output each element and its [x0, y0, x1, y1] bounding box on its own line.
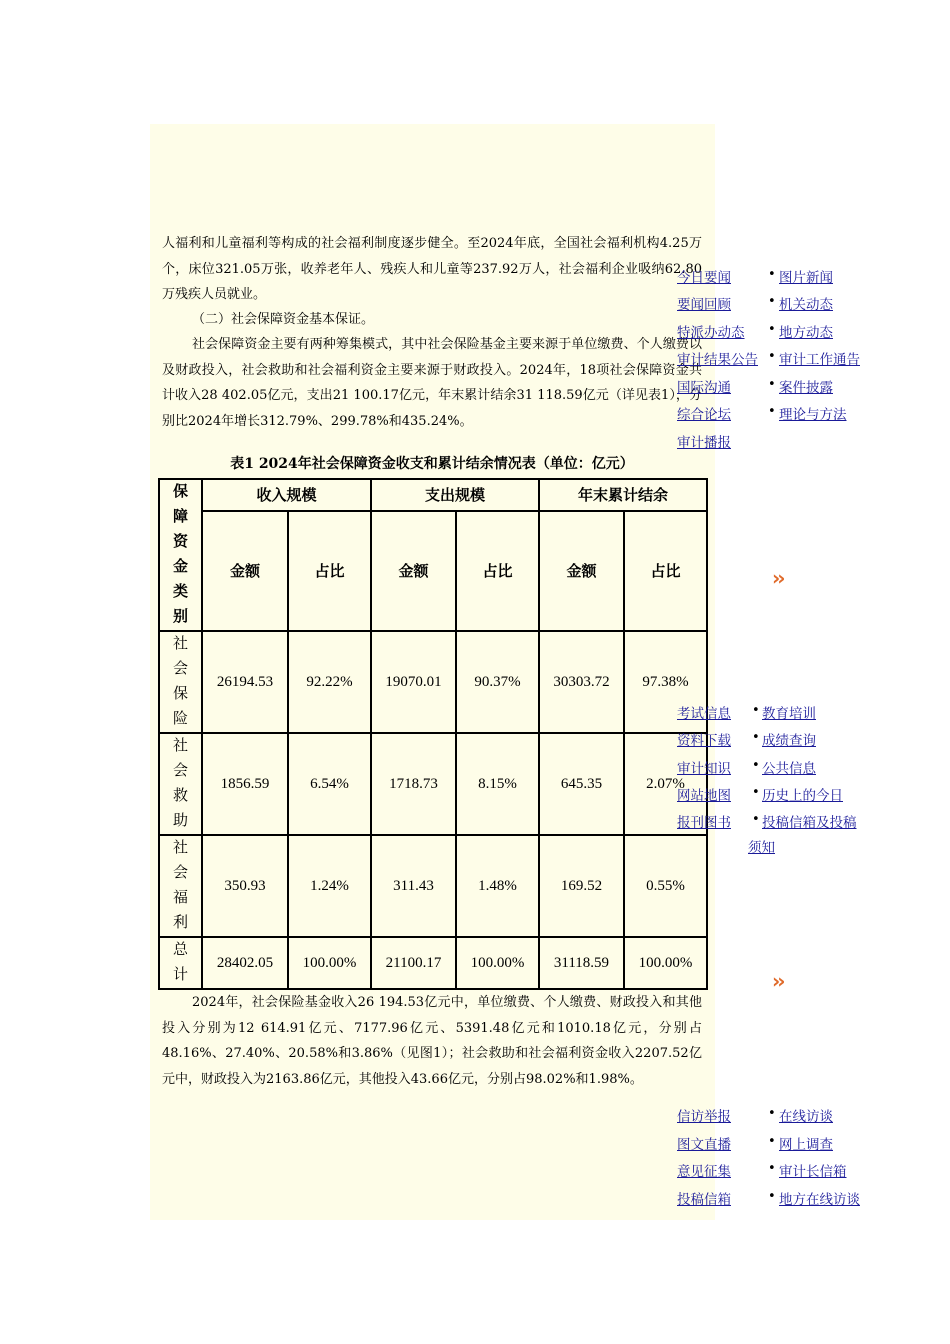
sidebar-link-audit-results[interactable]: 审计结果公告	[677, 352, 758, 368]
fund-table	[158, 478, 708, 990]
table-cell: 28402.05	[202, 937, 288, 989]
sidebar-link-news-review[interactable]: 要闻回顾	[677, 297, 731, 313]
sidebar-link-online-interview[interactable]: 在线访谈	[779, 1109, 833, 1125]
sidebar-link-downloads[interactable]: 资料下载	[677, 733, 731, 749]
bullet-icon: •	[768, 294, 776, 309]
sidebar-link-petition[interactable]: 信访举报	[677, 1109, 731, 1125]
sidebar-link-online-survey[interactable]: 网上调查	[779, 1137, 833, 1153]
table-row	[159, 835, 707, 937]
bullet-icon: •	[752, 703, 760, 718]
table-cell: 2.07%	[624, 733, 707, 835]
table-cell: 169.52	[539, 835, 624, 937]
sidebar-link-training[interactable]: 教育培训	[762, 706, 816, 722]
subheader: 占比	[456, 511, 539, 631]
bullet-icon: •	[768, 1161, 776, 1176]
subheader: 金额	[539, 511, 624, 631]
table-cell: 19070.01	[371, 631, 456, 733]
row-label: 社 会 保 险	[159, 631, 202, 733]
table-row-total	[159, 937, 707, 989]
table-cell: 1.24%	[288, 835, 371, 937]
more-arrow-icon[interactable]: ››	[772, 969, 783, 993]
sidebar-link-today-news[interactable]: 今日要闻	[677, 270, 731, 286]
bullet-icon: •	[768, 322, 776, 337]
subheader: 占比	[624, 511, 707, 631]
table-row	[159, 733, 707, 835]
table-cell: 100.00%	[456, 937, 539, 989]
sidebar-link-audit-knowledge[interactable]: 审计知识	[677, 761, 731, 777]
sidebar-link-local-interview[interactable]: 地方在线访谈	[779, 1192, 860, 1208]
row-label: 总 计	[159, 937, 202, 989]
table-cell: 90.37%	[456, 631, 539, 733]
table-cell: 97.38%	[624, 631, 707, 733]
table-cell: 1856.59	[202, 733, 288, 835]
sidebar-link-case-disclosure[interactable]: 案件披露	[779, 380, 833, 396]
row-label: 社 会 救 助	[159, 733, 202, 835]
table-cell: 645.35	[539, 733, 624, 835]
sidebar-link-public-info[interactable]: 公共信息	[762, 761, 816, 777]
sidebar-link-score-query[interactable]: 成绩查询	[762, 733, 816, 749]
bullet-icon: •	[768, 349, 776, 364]
table-cell: 21100.17	[371, 937, 456, 989]
sidebar-link-broadcast[interactable]: 审计播报	[677, 435, 731, 451]
table-cell: 31118.59	[539, 937, 624, 989]
table-cell: 100.00%	[624, 937, 707, 989]
sidebar-link-live-broadcast[interactable]: 图文直播	[677, 1137, 731, 1153]
group-header: 年末累计结余	[539, 479, 707, 511]
bullet-icon: •	[768, 377, 776, 392]
sidebar-link-agency-updates[interactable]: 机关动态	[779, 297, 833, 313]
sidebar-link-auditor-mailbox[interactable]: 审计长信箱	[779, 1164, 847, 1180]
more-arrow-icon[interactable]: ››	[772, 566, 783, 590]
table-cell: 8.15%	[456, 733, 539, 835]
group-header: 支出规模	[371, 479, 539, 511]
table-cell: 6.54%	[288, 733, 371, 835]
bullet-icon: •	[752, 785, 760, 800]
sidebar-link-international[interactable]: 国际沟通	[677, 380, 731, 396]
sidebar-link-site-map[interactable]: 网站地图	[677, 788, 731, 804]
sidebar-link-exam-info[interactable]: 考试信息	[677, 706, 731, 722]
sidebar-link-audit-notices[interactable]: 审计工作通告	[779, 352, 860, 368]
sidebar-link-publications[interactable]: 报刊图书	[677, 815, 731, 831]
subheader: 占比	[288, 511, 371, 631]
bullet-icon: •	[752, 758, 760, 773]
table-title: 表1 2024年社会保障资金收支和累计结余情况表（单位：亿元）	[230, 456, 634, 472]
paragraph-funding: 社会保障资金主要有两种筹集模式，其中社会保险基金主要来源于单位缴费、个人缴费以及财政投入，社会救助和社会福利资金主要来源于财政投入。2024年，18项社会保障资金共计收入28 402.05亿元，支出21 100.17亿元，年末累计结余31 118.59亿元（详见表1），分别比2024年增长312.79%、299.78%和435.24%。	[162, 337, 702, 429]
sidebar-link-local-updates[interactable]: 地方动态	[779, 325, 833, 341]
bullet-icon: •	[768, 1106, 776, 1121]
table-cell: 100.00%	[288, 937, 371, 989]
table-cell: 350.93	[202, 835, 288, 937]
sidebar-link-forum[interactable]: 综合论坛	[677, 407, 731, 423]
group-header: 收入规模	[202, 479, 371, 511]
table-cell: 26194.53	[202, 631, 288, 733]
table-row	[159, 631, 707, 733]
sidebar-link-opinions[interactable]: 意见征集	[677, 1164, 731, 1180]
subheader: 金额	[202, 511, 288, 631]
bullet-icon: •	[768, 1189, 776, 1204]
table-cell: 92.22%	[288, 631, 371, 733]
sidebar-link-office-updates[interactable]: 特派办动态	[677, 325, 745, 341]
table-cell: 1.48%	[456, 835, 539, 937]
sidebar-link-mailbox[interactable]: 投稿信箱	[677, 1192, 731, 1208]
bullet-icon: •	[752, 730, 760, 745]
table-cell: 0.55%	[624, 835, 707, 937]
row-header-label: 保 障 资 金 类 别	[172, 484, 188, 625]
bullet-icon: •	[768, 404, 776, 419]
subheader: 金额	[371, 511, 456, 631]
sidebar-link-photo-news[interactable]: 图片新闻	[779, 270, 833, 286]
bullet-icon: •	[768, 1134, 776, 1149]
paragraph-subheading: （二）社会保障资金基本保证。	[192, 312, 375, 327]
sidebar-link-submission[interactable]: 投稿信箱及投稿	[762, 815, 857, 831]
sidebar-link-today-in-history[interactable]: 历史上的今日	[762, 788, 843, 804]
paragraph-welfare: 人福利和儿童福利等构成的社会福利制度逐步健全。至2024年底，全国社会福利机构4.25万个，床位321.05万张，收养老年人、残疾人和儿童等237.92万人，社会福利企业吸纳62.80万残疾人员就业。	[162, 236, 702, 302]
table-cell: 1718.73	[371, 733, 456, 835]
bullet-icon: •	[752, 812, 760, 827]
bullet-icon: •	[768, 267, 776, 282]
sidebar-link-theory-methods[interactable]: 理论与方法	[779, 407, 847, 423]
paragraph-insurance-income: 2024年，社会保险基金收入26 194.53亿元中，单位缴费、个人缴费、财政投入和其他投入分别为12 614.91亿元、7177.96亿元、5391.48亿元和1010.18亿元，分别占48.16%、27.40%、20.58%和3.86%（见图1）；社会救助和社会福利资金收入2207.52亿元中，财政投入为2163.86亿元，其他投入43.66亿元，分别占98.02%和1.98%。	[162, 995, 702, 1087]
table-cell: 30303.72	[539, 631, 624, 733]
table-cell: 311.43	[371, 835, 456, 937]
sidebar-link-submission-notes[interactable]: 须知	[748, 840, 775, 856]
row-label: 社 会 福 利	[159, 835, 202, 937]
row-header-cell	[159, 479, 202, 631]
